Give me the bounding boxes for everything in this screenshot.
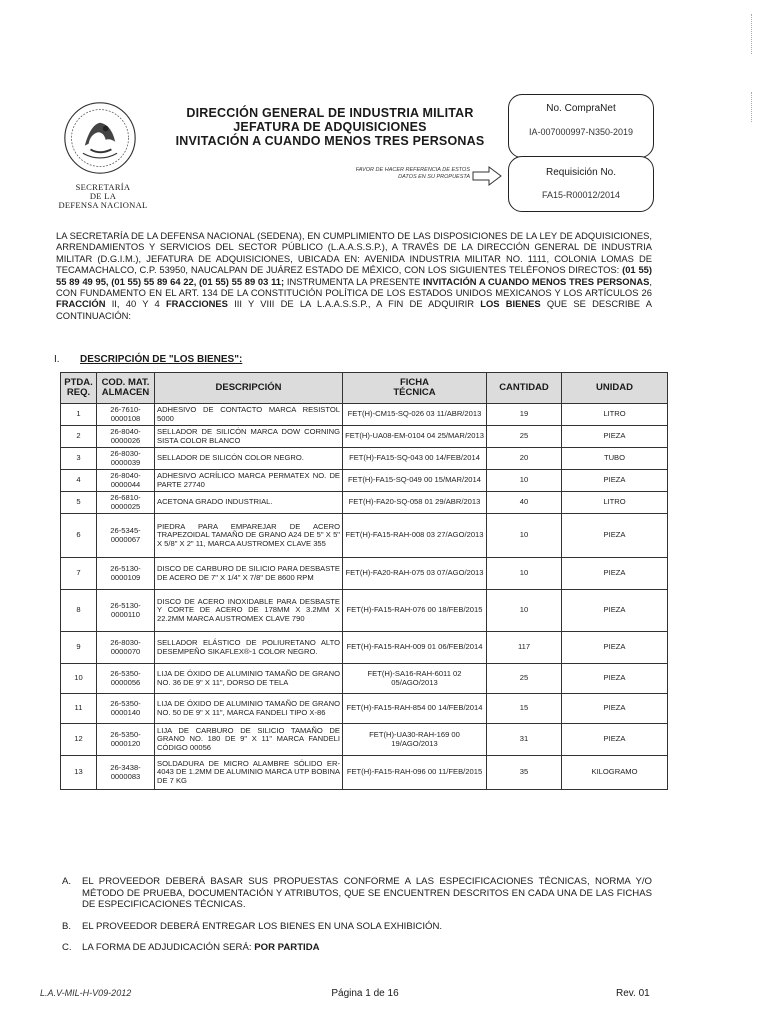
row-part-cell: 13 [61, 756, 97, 790]
row-unit-cell: TUBO [562, 448, 668, 470]
margin-mark [751, 92, 756, 122]
table-header-row [61, 373, 668, 404]
revision: Rev. 01 [616, 988, 650, 999]
row-quantity-cell: 19 [487, 404, 562, 426]
table-row [61, 694, 668, 724]
note-mark: C. [62, 942, 72, 953]
row-part-cell: 2 [61, 426, 97, 448]
row-sheet-cell: FET(H)-CM15-SQ-026 03 11/ABR/2013 [343, 404, 487, 426]
row-part-cell: 8 [61, 590, 97, 632]
compranet-label: No. CompraNet [546, 103, 616, 114]
intro-fracciones: FRACCIONES [165, 298, 228, 310]
row-code-cell: 26-5350-0000140 [97, 694, 155, 724]
row-description-cell: PIEDRA PARA EMPAREJAR DE ACERO TRAPEZOIDAL TAMAÑO DE GRANO A24 DE 5" X 5" X 5/8" X 2" 11, MARCA AUSTROMEX CLAVE 355 [155, 514, 343, 558]
intro-text: III Y VIII DE LA L.A.A.S.S.P., A FIN DE ADQUIRIR [227, 298, 481, 310]
intro-text: II, 40 Y 4 [105, 298, 160, 310]
col-header-quantity: CANTIDAD [487, 373, 562, 404]
table-row [61, 632, 668, 664]
reference-note [300, 167, 470, 181]
col-header-unit: UNIDAD [562, 373, 668, 404]
row-part-cell: 7 [61, 558, 97, 590]
row-quantity-cell: 25 [487, 664, 562, 694]
note-a [62, 876, 652, 911]
row-sheet-cell: FET(H)-FA15-RAH-076 00 18/FEB/2015 [343, 590, 487, 632]
row-description-cell: SELLADOR ELÁSTICO DE POLIURETANO ALTO DESEMPEÑO SIKAFLEX®-1 COLOR NEGRO. [155, 632, 343, 664]
requisition-value: FA15-R00012/2014 [541, 190, 621, 200]
note-text: LA FORMA DE ADJUDICACIÓN SERÁ: [82, 942, 255, 953]
compranet-value: IA-007000997-N350-2019 [528, 127, 634, 137]
row-sheet-cell: FET(H)-FA15-RAH-008 03 27/AGO/2013 [343, 514, 487, 558]
row-sheet-cell: FET(H)-FA15-RAH-096 00 11/FEB/2015 [343, 756, 487, 790]
row-unit-cell: PIEZA [562, 426, 668, 448]
row-quantity-cell: 10 [487, 558, 562, 590]
reference-note-line: FAVOR DE HACER REFERENCIA DE ESTOS [355, 167, 470, 173]
row-code-cell: 26-5130-0000109 [97, 558, 155, 590]
note-text: EL PROVEEDOR DEBERÁ ENTREGAR LOS BIENES EN UNA SOLA EXHIBICIÓN. [82, 920, 443, 932]
national-seal-icon [62, 100, 138, 176]
title-line: DIRECCIÓN GENERAL DE INDUSTRIA MILITAR [186, 106, 474, 120]
seal-caption-line: DE LA [89, 191, 117, 201]
row-unit-cell: LITRO [562, 492, 668, 514]
footer-signature: L.A.V-MIL-H-V09-2012 [40, 988, 132, 998]
intro-phones: (01 55) 55 89 49 95, (01 55) 55 89 64 22, (01 55) 55 89 03 11; [56, 264, 652, 287]
title-line: JEFATURA DE ADQUISICIONES [233, 120, 427, 134]
row-part-cell: 4 [61, 470, 97, 492]
table-row [61, 404, 668, 426]
row-description-cell: DISCO DE CARBURO DE SILICIO PARA DESBASTE DE ACERO DE 7" X 1/4" X 7/8" DE 8600 RPM [155, 558, 343, 590]
note-c [62, 942, 652, 954]
row-sheet-cell: FET(H)-UA08-EM-0104 04 25/MAR/2013 [343, 426, 487, 448]
row-quantity-cell: 10 [487, 590, 562, 632]
row-sheet-cell: FET(H)-FA15-RAH-854 00 14/FEB/2014 [343, 694, 487, 724]
row-code-cell: 26-8030-0000070 [97, 632, 155, 664]
row-description-cell: SELLADOR DE SILICÓN COLOR NEGRO. [155, 448, 343, 470]
table-row [61, 724, 668, 756]
row-description-cell: ADHESIVO ACRÍLICO MARCA PERMATEX NO. DE PARTE 27740 [155, 470, 343, 492]
row-sheet-cell: FET(H)-FA15-RAH-009 01 06/FEB/2014 [343, 632, 487, 664]
row-unit-cell: PIEZA [562, 694, 668, 724]
intro-text: QUE SE DESCRIBE A CONTINUACIÓN: [56, 298, 652, 321]
row-code-cell: 26-5345-0000067 [97, 514, 155, 558]
row-unit-cell: PIEZA [562, 724, 668, 756]
row-unit-cell: PIEZA [562, 558, 668, 590]
title-line: INVITACIÓN A CUANDO MENOS TRES PERSONAS [175, 134, 485, 148]
row-quantity-cell: 10 [487, 470, 562, 492]
requisition-label: Requisición No. [545, 167, 617, 178]
table-row [61, 492, 668, 514]
intro-paragraph [56, 230, 652, 321]
row-quantity-cell: 15 [487, 694, 562, 724]
page-number: Página 1 de 16 [331, 988, 399, 999]
row-description-cell: ADHESIVO DE CONTACTO MARCA RESISTOL 5000 [155, 404, 343, 426]
row-quantity-cell: 35 [487, 756, 562, 790]
row-unit-cell: PIEZA [562, 514, 668, 558]
arrow-right-icon [472, 166, 502, 186]
margin-mark [751, 14, 756, 54]
row-unit-cell: PIEZA [562, 664, 668, 694]
row-description-cell: ACETONA GRADO INDUSTRIAL. [155, 492, 343, 514]
section-title: DESCRIPCIÓN DE "LOS BIENES": [80, 354, 243, 365]
row-quantity-cell: 31 [487, 724, 562, 756]
row-code-cell: 26-3438-0000083 [97, 756, 155, 790]
reference-note-line: DATOS EN SU PROPUESTA [398, 174, 470, 180]
row-quantity-cell: 40 [487, 492, 562, 514]
row-part-cell: 9 [61, 632, 97, 664]
row-sheet-cell: FET(H)-FA15-SQ-043 00 14/FEB/2014 [343, 448, 487, 470]
row-part-cell: 11 [61, 694, 97, 724]
row-sheet-cell: FET(H)-SA16-RAH-6011 02 05/AGO/2013 [343, 664, 487, 694]
table-row [61, 470, 668, 492]
section-number: I. [54, 354, 60, 365]
document-title [160, 106, 500, 148]
intro-text: INSTRUMENTA LA PRESENTE [284, 275, 424, 287]
row-quantity-cell: 10 [487, 514, 562, 558]
row-sheet-cell: FET(H)-UA30-RAH-169 00 19/AGO/2013 [343, 724, 487, 756]
row-description-cell: DISCO DE ACERO INOXIDABLE PARA DESBASTE Y CORTE DE ACERO DE 178MM X 3.2MM X 22.2MM MARCA AUSTROMEX CLAVE 790 [155, 590, 343, 632]
note-text: EL PROVEEDOR DEBERÁ BASAR SUS PROPUESTAS CONFORME A LAS ESPECIFICACIONES TÉCNICAS, NORMA Y/O MÉTODO DE PRUEBA, DOCUMENTACIÓN Y ATRIBUTOS, QUE SE ENCUENTREN DESCRITOS EN CADA UNA DE LAS FICHAS DE ESPECIFICACIONES TÉCNICAS. [82, 876, 652, 910]
row-code-cell: 26-5350-0000056 [97, 664, 155, 694]
row-part-cell: 3 [61, 448, 97, 470]
row-part-cell: 10 [61, 664, 97, 694]
row-part-cell: 1 [61, 404, 97, 426]
row-code-cell: 26-5130-0000110 [97, 590, 155, 632]
table-row [61, 514, 668, 558]
intro-text: LA SECRETARÍA DE LA DEFENSA NACIONAL (SEDENA), EN CUMPLIMIENTO DE LAS DISPOSICIONES DE LA LEY DE ADQUISICIONES, ARRENDAMIENTOS Y SERVICIOS DEL SECTOR PÚBLICO (L.A.A.S.S.P.), A TRAVÉS DE LA DIRECCIÓN GENERAL DE INDUSTRIA MILITAR (D.G.I.M.), JEFATURA DE ADQUISICIONES, UBICADA EN: AVENIDA INDUSTRIA MILITAR NO. 1111, COLONIA LOMAS DE TECAMACHALCO, C.P. 53950, NAUCALPAN DE JUÁREZ ESTADO DE MÉXICO, CON LOS SIGUIENTES TELÉFONOS DIRECTOS: [56, 230, 652, 276]
row-part-cell: 12 [61, 724, 97, 756]
row-code-cell: 26-6810-0000025 [97, 492, 155, 514]
col-header-part: PTDA. REQ. [61, 373, 97, 404]
table-row [61, 426, 668, 448]
row-part-cell: 6 [61, 514, 97, 558]
note-text-bold: POR PARTIDA [254, 942, 320, 953]
compranet-box [508, 94, 654, 158]
intro-los: LOS [480, 298, 500, 310]
intro-fraccion: FRACCIÓN [56, 298, 106, 310]
seal-caption [48, 183, 158, 210]
row-code-cell: 26-8040-0000026 [97, 426, 155, 448]
row-code-cell: 26-8030-0000039 [97, 448, 155, 470]
row-code-cell: 26-8040-0000044 [97, 470, 155, 492]
row-unit-cell: PIEZA [562, 590, 668, 632]
seal-caption-line: SECRETARÍA [75, 182, 131, 192]
note-b [62, 921, 652, 933]
row-unit-cell: KILOGRAMO [562, 756, 668, 790]
row-description-cell: LIJA DE ÓXIDO DE ALUMINIO TAMAÑO DE GRANO NO. 36 DE 9" X 11", DORSO DE TELA [155, 664, 343, 694]
row-part-cell: 5 [61, 492, 97, 514]
intro-text: , CON FUNDAMENTO EN EL ART. 134 DE LA CONSTITUCIÓN POLÍTICA DE LOS ESTADOS UNIDOS MEXICANOS Y LOS ARTÍCULOS 26 [56, 275, 652, 299]
row-unit-cell: PIEZA [562, 470, 668, 492]
row-unit-cell: LITRO [562, 404, 668, 426]
row-unit-cell: PIEZA [562, 632, 668, 664]
table-row [61, 590, 668, 632]
row-code-cell: 26-5350-0000120 [97, 724, 155, 756]
seal-caption-line: DEFENSA NACIONAL [58, 200, 148, 210]
note-mark: A. [62, 876, 72, 887]
row-quantity-cell: 117 [487, 632, 562, 664]
intro-bienes: BIENES [505, 298, 541, 310]
requisition-box [508, 156, 654, 212]
col-header-description: DESCRIPCIÓN [155, 373, 343, 404]
table-row [61, 448, 668, 470]
row-description-cell: SELLADOR DE SILICÓN MARCA DOW CORNING SISTA COLOR BLANCO [155, 426, 343, 448]
notes-list [62, 876, 652, 964]
table-row [61, 664, 668, 694]
col-header-sheet: FICHA TÉCNICA [343, 373, 487, 404]
row-sheet-cell: FET(H)-FA15-SQ-049 00 15/MAR/2014 [343, 470, 487, 492]
row-description-cell: LIJA DE ÓXIDO DE ALUMINIO TAMAÑO DE GRANO NO. 50 DE 9" X 11", MARCA FANDELI TIPO X-86 [155, 694, 343, 724]
row-description-cell: LIJA DE CARBURO DE SILICIO TAMAÑO DE GRANO NO. 180 DE 9" X 11" MARCA FANDELI CÓDIGO 00056 [155, 724, 343, 756]
row-sheet-cell: FET(H)-FA20-RAH-075 03 07/AGO/2013 [343, 558, 487, 590]
row-quantity-cell: 25 [487, 426, 562, 448]
row-code-cell: 26-7610-0000108 [97, 404, 155, 426]
table-row [61, 756, 668, 790]
table-row [61, 558, 668, 590]
intro-invitation: INVITACIÓN A CUANDO MENOS TRES PERSONAS [423, 275, 650, 287]
note-mark: B. [62, 920, 72, 932]
col-header-code: COD. MAT. ALMACEN [97, 373, 155, 404]
goods-table [60, 372, 668, 790]
row-quantity-cell: 20 [487, 448, 562, 470]
row-description-cell: SOLDADURA DE MICRO ALAMBRE SÓLIDO ER-4043 DE 1.2MM DE ALUMINIO MARCA UTP BOBINA DE 7 KG [155, 756, 343, 790]
row-sheet-cell: FET(H)-FA20-SQ-058 01 29/ABR/2013 [343, 492, 487, 514]
